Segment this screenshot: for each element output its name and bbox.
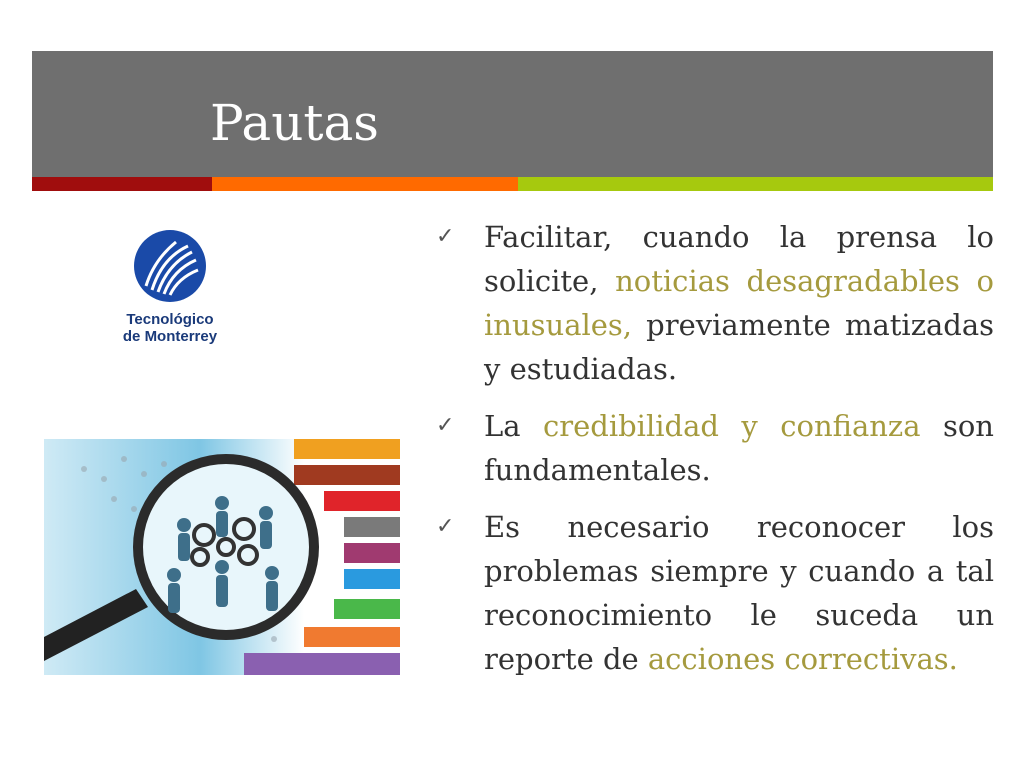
bullet-text-part: Facilitar, cuando la prensa lo solicite, (484, 220, 994, 298)
checkmark-icon: ✓ (436, 413, 455, 438)
magnifier-people-gears-icon (44, 439, 400, 675)
bullet-list (436, 215, 994, 694)
accent-segment-red (32, 177, 212, 191)
accent-strip (32, 177, 993, 191)
bullet-highlight: noticias desagradables o inusuales, (484, 264, 994, 342)
accent-segment-orange (212, 177, 518, 191)
logo-text-line1: Tecnológico (126, 311, 214, 328)
logo-text-line2: de Monterrey (122, 328, 218, 345)
tec-emblem-icon (110, 228, 230, 308)
tec-monterrey-logo (110, 228, 230, 348)
slide-title: Pautas (210, 94, 379, 152)
title-bar (32, 51, 993, 177)
checkmark-icon: ✓ (436, 514, 455, 539)
bullet-text (484, 220, 994, 386)
bullet-text (484, 510, 994, 676)
bullet-text (484, 409, 994, 487)
checkmark-icon: ✓ (436, 224, 455, 249)
bullet-text-part: son fundamentales. (484, 409, 994, 487)
bullet-item (436, 505, 994, 681)
bullet-item (436, 215, 994, 391)
accent-segment-green (518, 177, 993, 191)
bullet-highlight: acciones correctivas. (647, 642, 958, 676)
bullet-highlight: credibilidad y confianza (543, 409, 921, 443)
bullet-text-part: previamente matizadas y estudiadas. (484, 308, 994, 386)
bullet-item (436, 404, 994, 492)
magnifier-people-gears-illustration (44, 439, 400, 675)
bullet-text-part: La (484, 409, 544, 443)
bullet-text-part: Es necesario reconocer los problemas siempre y cuando a tal reconocimiento le suceda un reporte de (484, 510, 994, 676)
